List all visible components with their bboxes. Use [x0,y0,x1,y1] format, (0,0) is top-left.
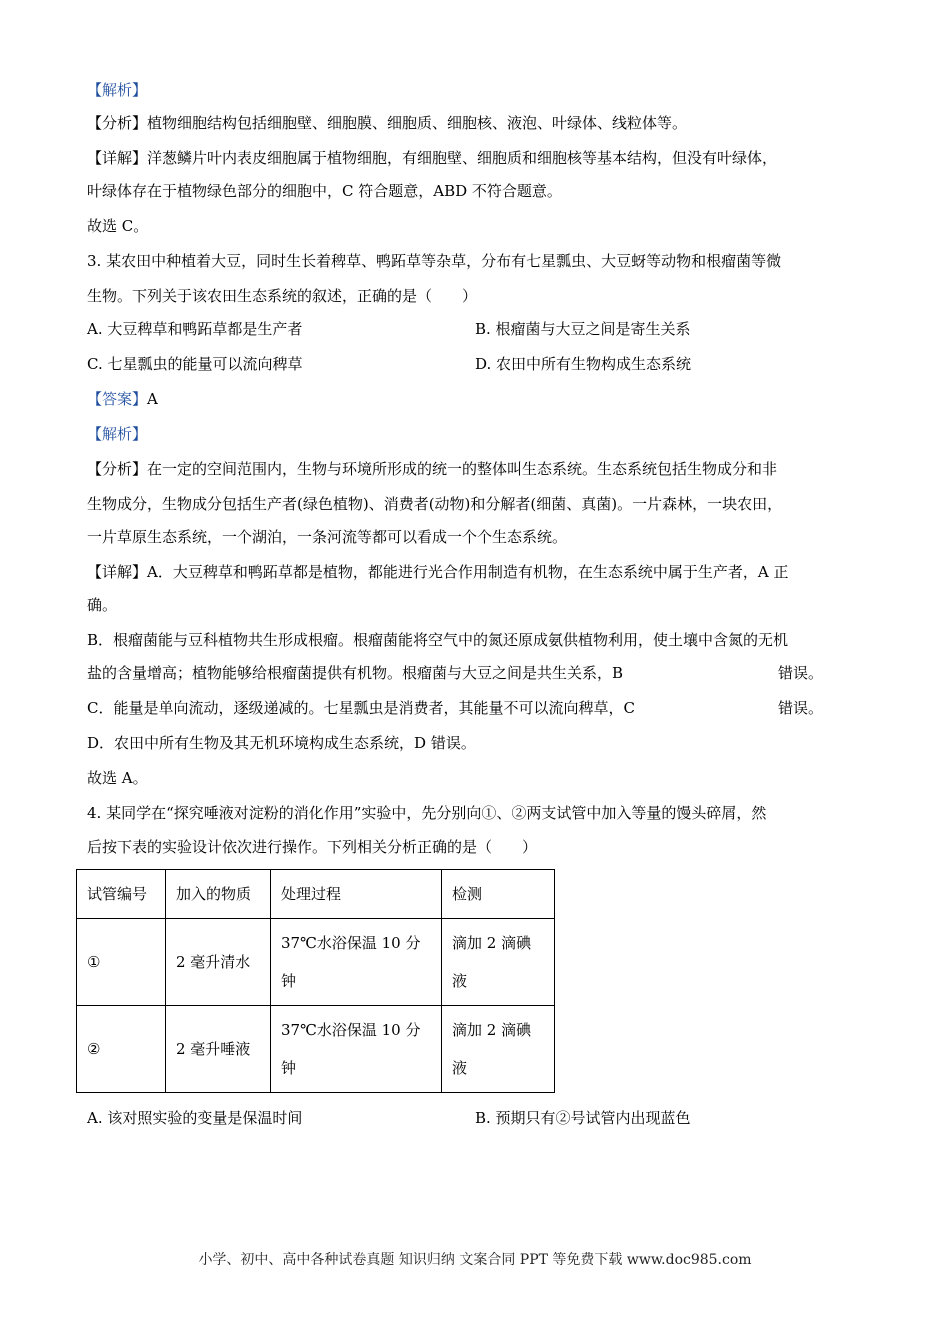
analysis-text-2b: 生物成分，生物成分包括生产者(绿色植物)、消费者(动物)和分解者(细菌、真菌)。一片森林，一块农田， [87,495,783,513]
table-cell: 2 毫升唾液 [166,1006,271,1093]
question-3-option-b: B. 根瘤菌与大豆之间是寄生关系 [475,320,691,338]
analysis-heading-2: 【解析】 [87,425,148,443]
table-header-cell: 检测 [442,870,555,919]
question-3-option-d: D. 农田中所有生物构成生态系统 [475,355,692,373]
detail-b-tail: 错误。 [778,664,824,682]
table-cell: 滴加 2 滴碘液 [442,1006,555,1093]
answer-line [87,388,158,410]
table-row [77,1006,555,1093]
table-row [77,919,555,1006]
question-4-stem-1: 4. 某同学在“探究唾液对淀粉的消化作用”实验中，先分别向①、②两支试管中加入等量的馒头碎屑，然 [87,804,767,822]
detail-d-1: D．农田中所有生物及其无机环境构成生态系统，D 错误。 [87,734,476,752]
table-cell: ① [77,919,166,1006]
detail-text-1: 【详解】洋葱鳞片叶内表皮细胞属于植物细胞，有细胞壁、细胞质和细胞核等基本结构，但没有叶绿体， [87,149,778,167]
analysis-text: 【分析】植物细胞结构包括细胞壁、细胞膜、细胞质、细胞核、液泡、叶绿体、线粒体等。 [87,114,688,132]
detail-c-1: C．能量是单向流动，逐级递减的。七星瓢虫是消费者，其能量不可以流向稗草，C [87,699,635,717]
answer-label: 【答案】 [87,390,148,408]
conclusion-text: 故选 C。 [87,217,149,235]
detail-text-2: 叶绿体存在于植物绿色部分的细胞中，C 符合题意，ABD 不符合题意。 [87,182,562,200]
table-cell: 滴加 2 滴碘液 [442,919,555,1006]
analysis-text-2c: 一片草原生态系统，一个湖泊，一条河流等都可以看成一个个生态系统。 [87,528,568,546]
experiment-table [76,869,555,1093]
table-header-cell: 加入的物质 [166,870,271,919]
question-4-option-b: B. 预期只有②号试管内出现蓝色 [475,1109,691,1127]
question-3-option-c: C. 七星瓢虫的能量可以流向稗草 [87,355,303,373]
question-3-option-a: A. 大豆稗草和鸭跖草都是生产者 [87,320,303,338]
analysis-heading: 【解析】 [87,81,148,99]
table-header-row [77,870,555,919]
table-cell: 37℃水浴保温 10 分钟 [271,1006,442,1093]
detail-c-tail: 错误。 [778,699,824,717]
detail-b-1: B．根瘤菌能与豆科植物共生形成根瘤。根瘤菌能将空气中的氮还原成氨供植物利用，使土壤中含氮的无机 [87,631,789,649]
table-header-cell: 试管编号 [77,870,166,919]
conclusion-text-2: 故选 A。 [87,769,148,787]
detail-a-1: 【详解】A．大豆稗草和鸭跖草都是植物，都能进行光合作用制造有机物，在生态系统中属于生产者，A 正 [87,563,789,581]
answer-value: A [147,390,158,408]
table-header-cell: 处理过程 [271,870,442,919]
page-footer: 小学、初中、高中各种试卷真题 知识归纳 文案合同 PPT 等免费下载 www.doc985.com [198,1252,752,1268]
analysis-text-2a: 【分析】在一定的空间范围内，生物与环境所形成的统一的整体叫生态系统。生态系统包括生物成分和非 [87,460,778,478]
detail-a-2: 确。 [87,596,118,614]
table-cell: ② [77,1006,166,1093]
question-4-stem-2: 后按下表的实验设计依次进行操作。下列相关分析正确的是（ ） [87,838,538,856]
table-cell: 37℃水浴保温 10 分钟 [271,919,442,1006]
question-3-stem-2: 生物。下列关于该农田生态系统的叙述，正确的是（ ） [87,287,478,305]
question-4-option-a: A. 该对照实验的变量是保温时间 [87,1109,303,1127]
detail-b-2: 盐的含量增高；植物能够给根瘤菌提供有机物。根瘤菌与大豆之间是共生关系，B [87,664,624,682]
table-cell: 2 毫升清水 [166,919,271,1006]
question-3-stem-1: 3. 某农田中种植着大豆，同时生长着稗草、鸭跖草等杂草，分布有七星瓢虫、大豆蚜等动物和根瘤菌等微 [87,252,782,270]
